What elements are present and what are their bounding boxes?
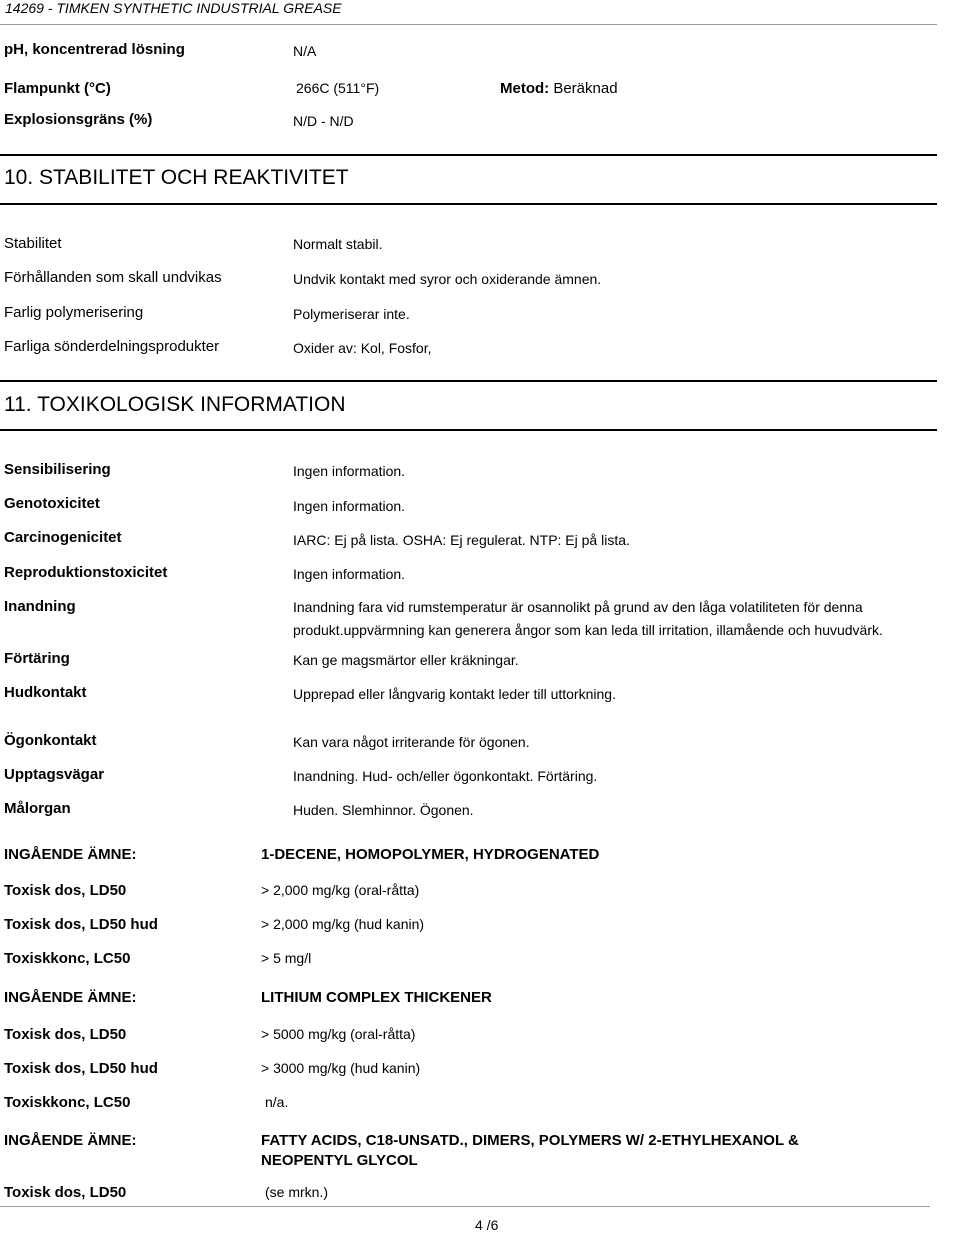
page-number: 4 /6 bbox=[475, 1217, 499, 1233]
ingredient-3-ld50-label: Toxisk dos, LD50 bbox=[4, 1184, 127, 1201]
ingredient-2-name: LITHIUM COMPLEX THICKENER bbox=[261, 989, 492, 1006]
eye-contact-value: Kan vara något irriterande för ögonen. bbox=[293, 734, 530, 750]
method-label: Metod: bbox=[500, 80, 550, 97]
exposure-routes-value: Inandning. Hud- och/eller ögonkontakt. Förtäring. bbox=[293, 768, 598, 784]
reproductive-toxicity-value: Ingen information. bbox=[293, 566, 406, 582]
section10-top-rule bbox=[0, 154, 937, 156]
section10-title: 10. STABILITET OCH REAKTIVITET bbox=[4, 166, 349, 189]
ingredient-2-ld50-skin-value: > 3000 mg/kg (hud kanin) bbox=[261, 1060, 421, 1076]
carcinogenicity-value: IARC: Ej på lista. OSHA: Ej regulerat. NTP: Ej på lista. bbox=[293, 532, 630, 548]
conditions-avoid-value: Undvik kontakt med syror och oxiderande ämnen. bbox=[293, 271, 602, 287]
ingredient-1-ld50-skin-label: Toxisk dos, LD50 hud bbox=[4, 916, 158, 933]
ingredient-3-name-line2: NEOPENTYL GLYCOL bbox=[261, 1152, 418, 1169]
target-organs-value: Huden. Slemhinnor. Ögonen. bbox=[293, 802, 474, 818]
decomposition-products-label: Farliga sönderdelningsprodukter bbox=[4, 338, 220, 355]
ingredient-2-label: INGÅENDE ÄMNE: bbox=[4, 989, 137, 1006]
ingredient-1-name: 1-DECENE, HOMOPOLYMER, HYDROGENATED bbox=[261, 846, 600, 863]
explosion-limit-value: N/D - N/D bbox=[293, 113, 354, 129]
ingredient-1-label: INGÅENDE ÄMNE: bbox=[4, 846, 137, 863]
ph-value: N/A bbox=[293, 43, 317, 59]
ingredient-2-ld50-value: > 5000 mg/kg (oral-råtta) bbox=[261, 1026, 416, 1042]
reproductive-toxicity-label: Reproduktionstoxicitet bbox=[4, 564, 168, 581]
flash-point-value: 266C (511°F) bbox=[296, 80, 380, 96]
ingredient-3-name-line1: FATTY ACIDS, C18-UNSATD., DIMERS, POLYMERS W/ 2-ETHYLHEXANOL & bbox=[261, 1132, 799, 1149]
ingredient-3-label: INGÅENDE ÄMNE: bbox=[4, 1132, 137, 1149]
inhalation-value: Inandning fara vid rumstemperatur är osannolikt på grund av den låga volatiliteten för denna produkt.uppvärmning kan generera ångor som kan leda till irritation, illamående och huvudvärk. bbox=[293, 599, 883, 638]
ingredient-2-lc50-value: n/a. bbox=[265, 1094, 289, 1110]
carcinogenicity-label: Carcinogenicitet bbox=[4, 529, 122, 546]
section11-bottom-rule bbox=[0, 429, 937, 431]
explosion-limit-label: Explosionsgräns (%) bbox=[4, 111, 153, 128]
ph-label: pH, koncentrerad lösning bbox=[4, 41, 185, 58]
ingredient-3-ld50-value: (se mrkn.) bbox=[265, 1184, 328, 1200]
method-value: Beräknad bbox=[553, 80, 618, 97]
ingredient-1-lc50-label: Toxiskkonc, LC50 bbox=[4, 950, 131, 967]
genotoxicity-label: Genotoxicitet bbox=[4, 495, 100, 512]
ingredient-1-ld50-label: Toxisk dos, LD50 bbox=[4, 882, 127, 899]
hazardous-polymerization-label: Farlig polymerisering bbox=[4, 304, 144, 321]
ingredient-2-ld50-skin-label: Toxisk dos, LD50 hud bbox=[4, 1060, 158, 1077]
sensitization-label: Sensibilisering bbox=[4, 461, 111, 478]
target-organs-label: Målorgan bbox=[4, 800, 71, 817]
stability-label: Stabilitet bbox=[4, 235, 62, 252]
flash-point-label: Flampunkt (°C) bbox=[4, 80, 111, 97]
ingredient-1-ld50-value: > 2,000 mg/kg (oral-råtta) bbox=[261, 882, 420, 898]
ingredient-2-ld50-label: Toxisk dos, LD50 bbox=[4, 1026, 127, 1043]
header-divider bbox=[0, 24, 937, 25]
stability-value: Normalt stabil. bbox=[293, 236, 383, 252]
exposure-routes-label: Upptagsvägar bbox=[4, 766, 105, 783]
ingredient-1-lc50-value: > 5 mg/l bbox=[261, 950, 312, 966]
section10-bottom-rule bbox=[0, 203, 937, 205]
method-group bbox=[500, 80, 618, 97]
decomposition-products-value: Oxider av: Kol, Fosfor, bbox=[293, 340, 432, 356]
hazardous-polymerization-value: Polymeriserar inte. bbox=[293, 306, 410, 322]
sensitization-value: Ingen information. bbox=[293, 463, 406, 479]
inhalation-label: Inandning bbox=[4, 598, 76, 615]
eye-contact-label: Ögonkontakt bbox=[4, 732, 97, 749]
conditions-avoid-label: Förhållanden som skall undvikas bbox=[4, 269, 222, 286]
ingredient-1-ld50-skin-value: > 2,000 mg/kg (hud kanin) bbox=[261, 916, 425, 932]
section11-top-rule bbox=[0, 380, 937, 382]
section11-title: 11. TOXIKOLOGISK INFORMATION bbox=[4, 393, 346, 416]
skin-contact-value: Upprepad eller långvarig kontakt leder till uttorkning. bbox=[293, 686, 616, 702]
ingestion-label: Förtäring bbox=[4, 650, 70, 667]
ingredient-2-lc50-label: Toxiskkonc, LC50 bbox=[4, 1094, 131, 1111]
genotoxicity-value: Ingen information. bbox=[293, 498, 406, 514]
skin-contact-label: Hudkontakt bbox=[4, 684, 87, 701]
document-header-title: 14269 - TIMKEN SYNTHETIC INDUSTRIAL GREASE bbox=[5, 0, 342, 16]
footer-divider bbox=[0, 1206, 930, 1207]
ingestion-value: Kan ge magsmärtor eller kräkningar. bbox=[293, 652, 519, 668]
